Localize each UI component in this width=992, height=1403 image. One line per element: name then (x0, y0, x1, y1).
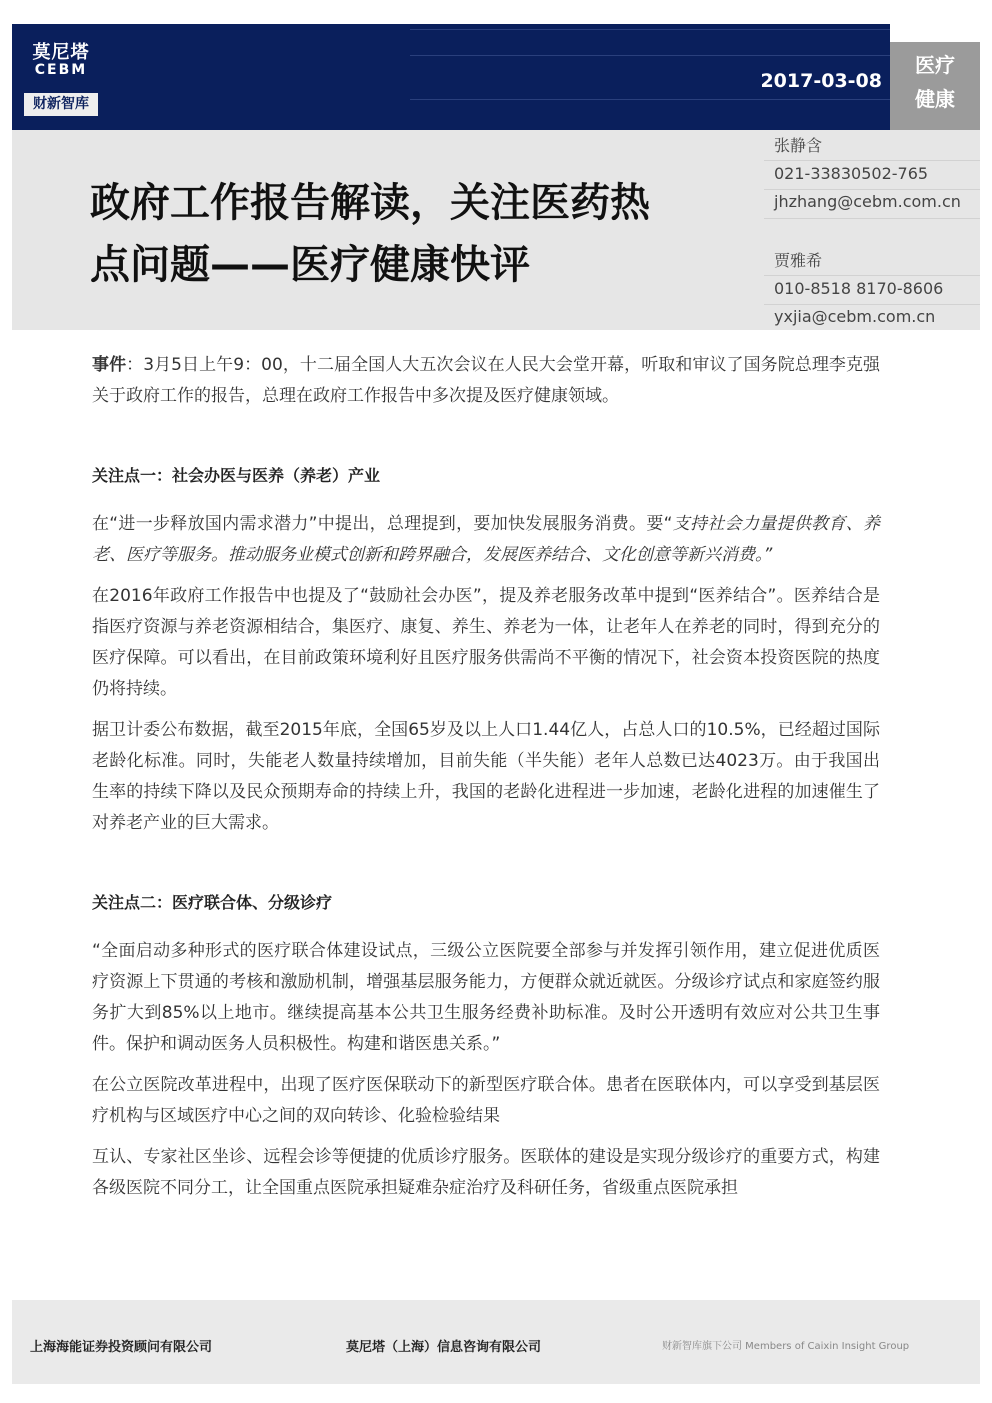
header-rule (410, 55, 890, 56)
logo-english-name: CEBM (34, 62, 88, 78)
category-label-line1: 医疗 (915, 53, 955, 77)
paragraph (92, 509, 880, 571)
analyst-email[interactable]: jhzhang@cebm.com.cn (774, 192, 961, 211)
footer-company-1: 上海海能证券投资顾问有限公司 (30, 1340, 213, 1355)
header-rule (410, 29, 890, 30)
company-logo (24, 38, 98, 118)
analyst-phone: 021-33830502-765 (774, 164, 929, 183)
paragraph: 在2016年政府工作报告中也提及了“鼓励社会办医”，提及养老服务改革中提到“医养结合”。医养结合是指医疗资源与养老资源相结合，集医疗、康复、养生、养老为一体，让老年人在养老的同时，得到充分的医疗保障。可以看出，在目前政策环境利好且医疗服务供需尚不平衡的情况下，社会资本投资医院的热度仍将持续。 (92, 586, 880, 699)
header-rule (410, 99, 890, 100)
analyst-email[interactable]: yxjia@cebm.com.cn (774, 307, 936, 326)
analyst-contact (774, 132, 980, 216)
analyst-name: 贾雅希 (774, 251, 823, 270)
contact-rule (764, 218, 980, 219)
event-text: ：3月5日上午9：00，十二届全国人大五次会议在人民大会堂开幕，听取和审议了国务院总理李克强关于政府工作的报告，总理在政府工作报告中多次提及医疗健康领域。 (92, 355, 881, 406)
analyst-name: 张静含 (774, 136, 823, 155)
section-heading-1: 关注点一：社会办医与医养（养老）产业 (92, 466, 381, 485)
event-lead: 事件 (92, 355, 127, 375)
logo-chinese-name: 莫尼塔 (32, 42, 90, 63)
analyst-phone: 010-8518 8170-8606 (774, 279, 944, 298)
paragraph-text: 在“进一步释放国内需求潜力”中提出，总理提到，要加快发展服务消费。要“ (92, 514, 673, 534)
event-paragraph (92, 350, 880, 412)
analyst-contact (774, 247, 980, 331)
category-label-line2: 健康 (915, 87, 955, 111)
report-title-line1: 政府工作报告解读，关注医药热 (90, 180, 650, 226)
policy-quote: 支持社会力量提供教育、养老、医疗等服务。推动服务业模式创新和跨界融合，发展医养结合、文化创意等新兴消费。” (92, 514, 881, 565)
footer-company-2: 莫尼塔（上海）信息咨询有限公司 (346, 1340, 542, 1355)
footer-group-note: 财新智库旗下公司 Members of Caixin Insight Group (662, 1341, 910, 1352)
report-title-line2: 点问题——医疗健康快评 (90, 242, 530, 288)
report-date: 2017-03-08 (760, 70, 882, 92)
category-badge (890, 42, 980, 130)
section-heading-2: 关注点二：医疗联合体、分级诊疗 (92, 893, 333, 912)
paragraph: 据卫计委公布数据，截至2015年底，全国65岁及以上人口1.44亿人，占总人口的10.5%，已经超过国际老龄化标准。同时，失能老人数量持续增加，目前失能（半失能）老年人总数已达4023万。由于我国出生率的持续下降以及民众预期寿命的持续上升，我国的老龄化进程进一步加速，老龄化进程的加速催生了对养老产业的巨大需求。 (92, 720, 880, 833)
paragraph: 互认、专家社区坐诊、远程会诊等便捷的优质诊疗服务。医联体的建设是实现分级诊疗的重要方式，构建各级医院不同分工，让全国重点医院承担疑难杂症治疗及科研任务，省级重点医院承担 (92, 1147, 880, 1198)
policy-quote: “全面启动多种形式的医疗联合体建设试点，三级公立医院要全部参与并发挥引领作用，建立促进优质医疗资源上下贯通的考核和激励机制，增强基层服务能力，方便群众就近就医。分级诊疗试点和家庭签约服务扩大到85%以上地市。继续提高基本公共卫生服务经费补助标准。及时公开透明有效应对公共卫生事件。保护和调动医务人员积极性。构建和谐医患关系。” (92, 941, 880, 1054)
report-body (92, 350, 880, 1214)
report-title (90, 172, 762, 296)
paragraph: 在公立医院改革进程中，出现了医疗医保联动下的新型医疗联合体。患者在医联体内，可以享受到基层医疗机构与区域医疗中心之间的双向转诊、化验检验结果 (92, 1075, 880, 1126)
logo-tagline: 财新智库 (24, 93, 98, 116)
